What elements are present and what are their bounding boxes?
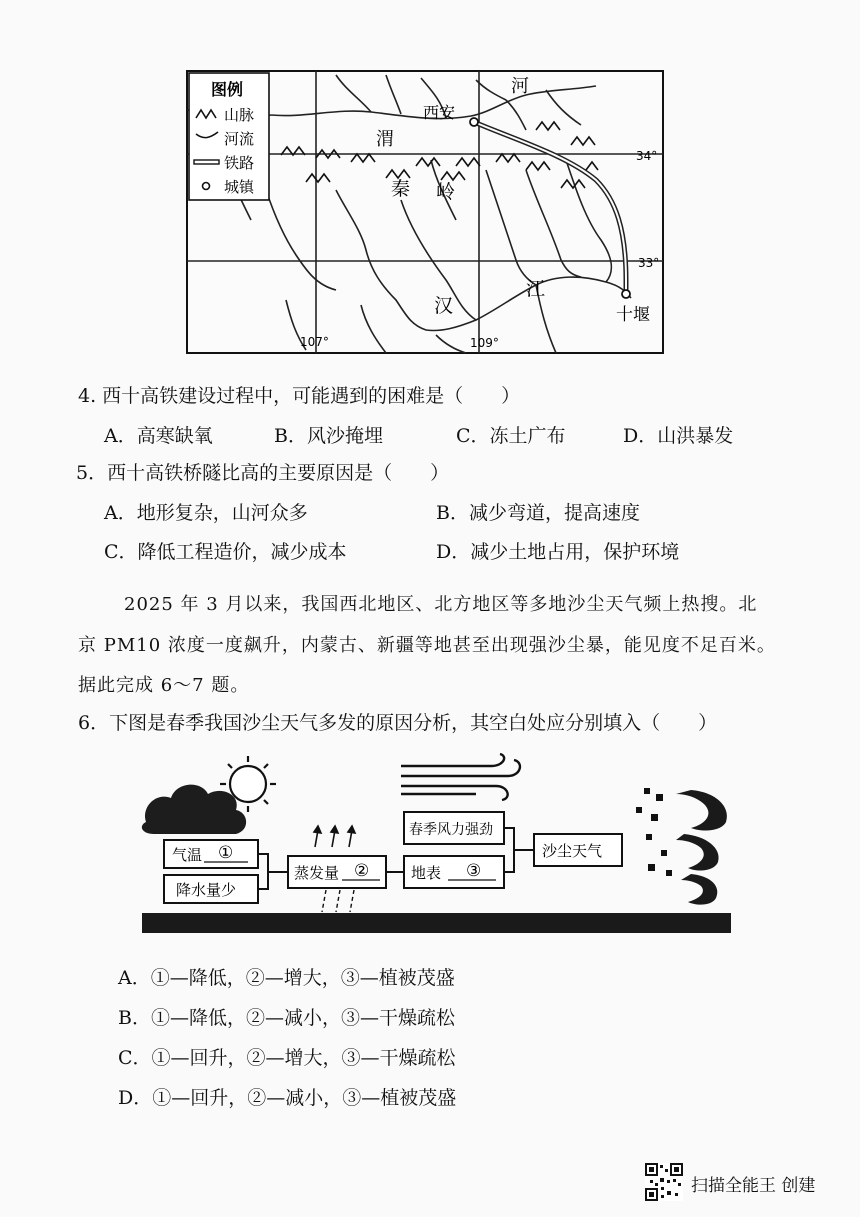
question-5-option-d: D．减少土地占用，保护环境 (436, 541, 680, 563)
label-lon-107: 107° (300, 335, 329, 349)
qinling-map (186, 70, 664, 354)
question-4-option-a: A．高寒缺氧 (104, 425, 213, 447)
question-5-option-b: B．减少弯道，提高速度 (436, 502, 640, 524)
evaporation-arrows (314, 826, 355, 847)
label-jiang: 江 (526, 278, 546, 300)
question-5-stem: 5．西十高铁桥隧比高的主要原因是（ ） (76, 462, 450, 484)
legend-railway-icon (194, 160, 219, 164)
wind-icon (401, 754, 520, 800)
legend-title: 图例 (211, 80, 244, 99)
shiyan-town-icon (622, 290, 630, 298)
box-temperature-label: 气温 (172, 846, 203, 864)
legend-mountain-label: 山脉 (224, 106, 255, 124)
question-6-option-d: D．①—回升，②—减小，③—植被茂盛 (118, 1087, 457, 1109)
question-5-option-a: A．地形复杂，山河众多 (104, 502, 308, 524)
ground-water-dashes (322, 890, 354, 912)
passage-line-3: 据此完成 6～7 题。 (78, 675, 250, 696)
question-6-option-a: A．①—降低，②—增大，③—植被茂盛 (118, 967, 455, 989)
legend-river-label: 河流 (224, 130, 255, 148)
passage-line-2: 京 PM10 浓度一度飙升，内蒙古、新疆等地甚至出现强沙尘暴，能见度不足百米。 (78, 635, 776, 656)
legend-town-label: 城镇 (224, 178, 255, 196)
question-4-option-d: D．山洪暴发 (623, 425, 734, 447)
label-lat-33: 33° (638, 256, 660, 270)
question-6-stem: 6．下图是春季我国沙尘天气多发的原因分析，其空白处应分别填入（ ） (78, 712, 718, 734)
label-xian: 西安 (423, 103, 456, 122)
box-spring-wind: 春季风力强劲 (409, 822, 493, 838)
label-lat-34: 34° (636, 149, 658, 163)
dust-storm-icon (636, 788, 727, 905)
legend-railway-label: 铁路 (224, 154, 255, 172)
xian-town-icon (470, 118, 478, 126)
dust-cause-diagram (136, 752, 736, 942)
box-surface-blank: ③ (466, 861, 482, 881)
question-4-option-b: B．风沙掩埋 (274, 425, 383, 447)
question-4-stem: 4. 西十高铁建设过程中，可能遇到的困难是（ ） (78, 385, 521, 407)
label-shiyan: 十堰 (616, 305, 650, 325)
box-surface-label: 地表 (411, 864, 442, 882)
box-rainfall: 降水量少 (176, 881, 237, 899)
label-han: 汉 (434, 295, 454, 317)
question-6-option-b: B．①—降低，②—减小，③—干燥疏松 (118, 1007, 455, 1029)
question-6-option-c: C．①—回升，②—增大，③—干燥疏松 (118, 1047, 456, 1069)
box-evaporation-blank: ② (354, 861, 370, 881)
label-qin: 秦 (391, 178, 411, 200)
question-4-option-c: C．冻土广布 (456, 425, 566, 447)
question-5-option-c: C．降低工程造价，减少成本 (104, 541, 347, 563)
passage-line-1: 2025 年 3 月以来，我国西北地区、北方地区等多地沙尘天气频上热搜。北 (124, 594, 758, 615)
scanner-app-watermark: 扫描全能王 创建 (691, 1176, 816, 1196)
legend-town-icon (203, 183, 210, 190)
box-temperature-blank: ① (218, 843, 234, 863)
label-wei: 渭 (376, 129, 394, 150)
label-he: 河 (511, 76, 529, 97)
box-evaporation-label: 蒸发量 (294, 864, 340, 882)
label-ling: 岭 (436, 181, 456, 203)
qr-code-icon (645, 1163, 683, 1201)
ground-strip (142, 913, 731, 933)
box-dust-weather: 沙尘天气 (542, 842, 603, 860)
label-lon-109: 109° (470, 336, 499, 350)
map-legend (189, 73, 269, 200)
